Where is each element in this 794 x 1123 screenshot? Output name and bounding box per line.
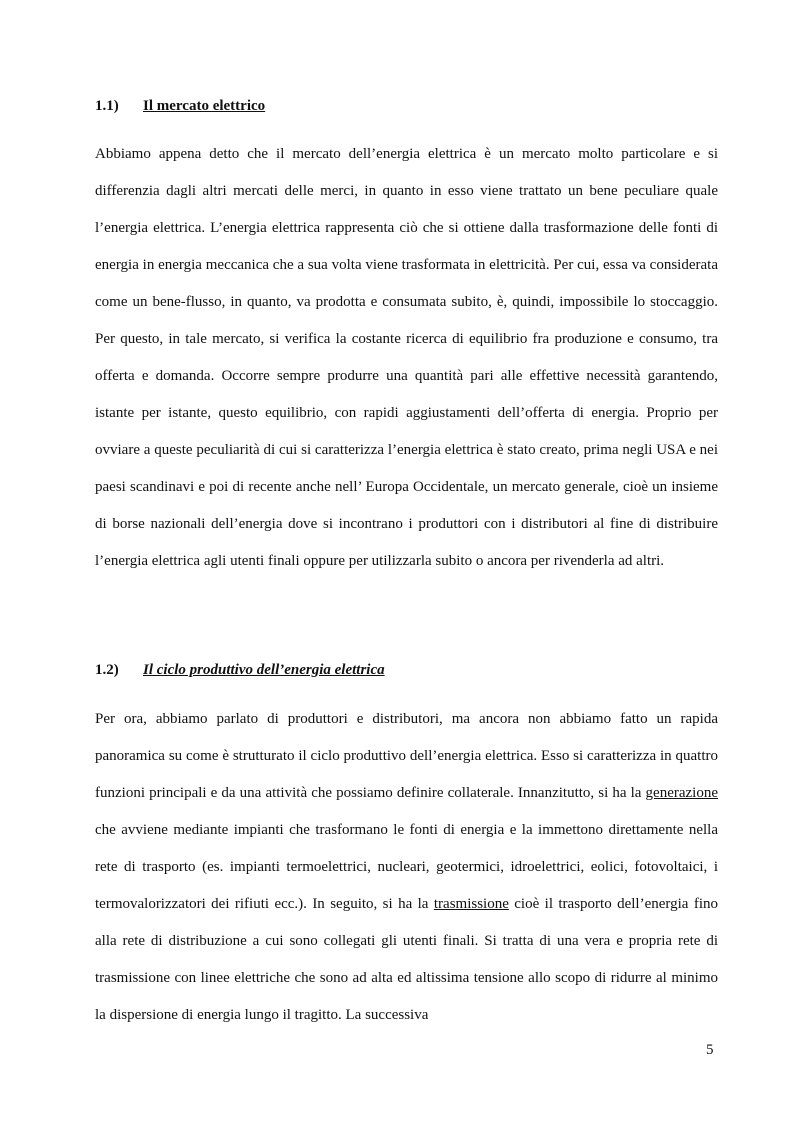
section-number: 1.1): [95, 98, 119, 114]
paragraph-text: cioè il trasporto dell’energia fino alla rete di distribuzione a cui sono collegati gli utenti finali. Si tratta di una vera e propria rete di trasmissione con linee elettriche che sono ad alta ed altissima tensione allo scopo di ridurre al minimo la dispersione di energia lungo il tragitto. La successiva: [95, 896, 719, 1023]
section-heading-1-1: [95, 96, 265, 116]
page-number: 5: [706, 1042, 714, 1058]
section-title: Il mercato elettrico: [143, 98, 266, 114]
section-heading-1-2: [95, 660, 385, 680]
term-trasmissione: trasmissione: [433, 896, 509, 912]
section-number: 1.2): [95, 662, 119, 678]
paragraph-text: che avviene mediante impianti che trasformano le fonti di energia e la immettono direttamente nella rete di trasporto (es. impianti termoelettrici, nucleari, geotermici, idroelettrici, eolici, fotovoltaici, i termovalorizzatori dei rifiuti ecc.). In seguito, si ha la: [95, 822, 718, 912]
term-generazione: generazione: [645, 785, 718, 801]
paragraph-ciclo-produttivo: [95, 701, 718, 1034]
paragraph-text: Per ora, abbiamo parlato di produttori e distributori, ma ancora non abbiamo fatto un rapida panoramica su come è strutturato il ciclo produttivo dell’energia elettrica. Esso si caratterizza in quattro funzioni principali e da una attività che possiamo definire collaterale. Innanzitutto, si ha la: [95, 711, 718, 801]
paragraph-mercato-elettrico: Abbiamo appena detto che il mercato dell’energia elettrica è un mercato molto particolare e si differenzia dagli altri mercati delle merci, in quanto in esso viene trattato un bene peculiare quale l’energia elettrica. L’energia elettrica rappresenta ciò che si ottiene dalla trasformazione delle fonti di energia in energia meccanica che a sua volta viene trasformata in elettricità. Per cui, essa va considerata come un bene-flusso, in quanto, va prodotta e consumata subito, è, quindi, impossibile lo stoccaggio. Per questo, in tale mercato, si verifica la costante ricerca di equilibrio fra produzione e consumo, tra offerta e domanda. Occorre sempre produrre una quantità pari alle effettive necessità garantendo, istante per istante, questo equilibrio, con rapidi aggiustamenti dell’offerta di energia. Proprio per ovviare a queste peculiarità di cui si caratterizza l’energia elettrica è stato creato, prima negli USA e nei paesi scandinavi e poi di recente anche nell’ Europa Occidentale, un mercato generale, cioè un insieme di borse nazionali dell’energia dove si incontrano i produttori con i distributori al fine di distribuire l’energia elettrica agli utenti finali oppure per utilizzarla subito o ancora per rivenderla ad altri.: [95, 146, 718, 569]
section-title: Il ciclo produttivo dell’energia elettrica: [143, 662, 385, 678]
